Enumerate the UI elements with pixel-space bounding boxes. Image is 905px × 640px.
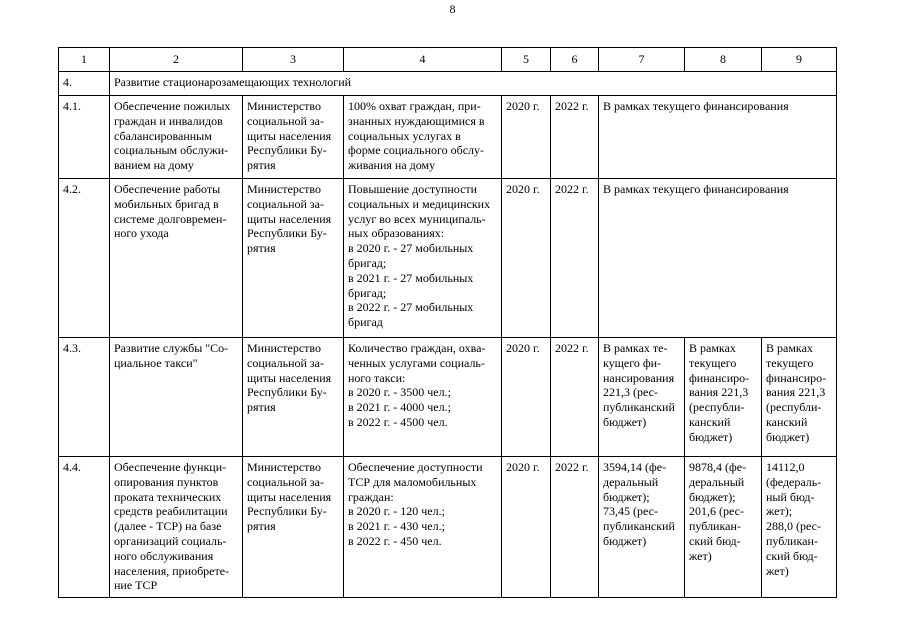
task-cell-line: опирования пунктов: [114, 474, 219, 489]
task-cell-line: ванием на дому: [114, 158, 194, 173]
funding-cell: [599, 457, 685, 598]
funding-cell-line: жет);: [766, 504, 793, 519]
header-cell: 1: [59, 48, 110, 72]
executor-cell-line: рятия: [247, 400, 276, 415]
header-cell: 6: [551, 48, 599, 72]
executor-cell-line: Министерство: [247, 341, 321, 355]
task-cell-line: циальное такси": [114, 355, 198, 370]
funding-cell-line: В рамках: [689, 341, 736, 355]
funding-cell-line: бюджет): [603, 533, 647, 548]
result-cell-line: бригад: [348, 315, 383, 330]
result-cell-line: ТСР для маломобильных: [348, 474, 477, 489]
task-cell-line: ние ТСР: [114, 578, 158, 593]
row-number: 4.4.: [59, 457, 110, 598]
executor-cell-line: рятия: [247, 241, 276, 256]
funding-cell-line: нансирования: [603, 370, 675, 385]
result-cell-line: 100% охват граждан, при-: [348, 99, 481, 113]
task-cell: [110, 179, 243, 338]
result-cell-line: в 2020 г. - 3500 чел.;: [348, 385, 451, 400]
executor-cell-line: Республики Бу-: [247, 143, 327, 158]
funding-cell-line: канский: [689, 414, 731, 429]
row-number: 4.3.: [59, 338, 110, 457]
result-cell-line: в 2021 г. - 4000 чел.;: [348, 400, 451, 415]
executor-cell-line: рятия: [247, 158, 276, 173]
executor-cell-line: Республики Бу-: [247, 385, 327, 400]
result-cell-line: живания на дому: [348, 158, 436, 173]
task-cell-line: Обеспечение функци-: [114, 460, 227, 474]
result-cell-line: ных образованиях:: [348, 226, 445, 241]
result-cell-line: бригад;: [348, 255, 387, 270]
funding-cell-line: жет): [766, 563, 789, 578]
funding-cell-line: 201,6 (рес-: [689, 504, 744, 519]
executor-cell: [243, 457, 344, 598]
funding-cell-line: ный бюд-: [766, 489, 815, 504]
result-cell-line: в 2021 г. - 27 мобильных: [348, 270, 474, 285]
funding-cell-line: публиканский: [603, 519, 675, 534]
table-row: [59, 179, 837, 338]
result-cell: [344, 179, 502, 338]
result-cell-line: Количество граждан, охва-: [348, 341, 486, 355]
result-cell-line: Повышение доступности: [348, 182, 478, 196]
executor-cell-line: социальной за-: [247, 355, 324, 370]
result-cell-line: знанных нуждающимися в: [348, 113, 485, 128]
funding-cell-line: ский бюд-: [766, 548, 818, 563]
section-row: [59, 72, 837, 96]
task-cell-line: социальным обслужи-: [114, 143, 229, 158]
funding-cell-line: публикан-: [766, 533, 818, 548]
executor-cell-line: социальной за-: [247, 196, 324, 211]
header-cell: 2: [110, 48, 243, 72]
header-cell: 4: [344, 48, 502, 72]
section-number: 4.: [59, 72, 110, 96]
result-cell: [344, 457, 502, 598]
result-cell-line: форме социального обслу-: [348, 143, 485, 158]
funding-cell-line: бюджет): [603, 414, 647, 429]
funding-cell: [685, 457, 762, 598]
funding-cell-line: (республи-: [766, 400, 822, 415]
task-cell-line: ного ухода: [114, 226, 169, 241]
executor-cell-line: щиты населения: [247, 211, 332, 226]
result-cell-line: социальных услугах в: [348, 128, 461, 143]
executor-cell-line: социальной за-: [247, 474, 324, 489]
executor-cell: [243, 96, 344, 179]
funding-cell-line: бюджет): [766, 429, 810, 444]
row-number: 4.2.: [59, 179, 110, 338]
start-year-cell: 2020 г.: [502, 457, 551, 598]
task-cell-line: Развитие службы "Со-: [114, 341, 229, 355]
result-cell-line: Обеспечение доступности: [348, 460, 483, 474]
executor-cell-line: щиты населения: [247, 489, 332, 504]
funding-cell-line: текущего: [689, 355, 737, 370]
funding-cell-line: 3594,14 (фе-: [603, 460, 667, 474]
funding-cell-line: В рамках те-: [603, 341, 668, 355]
funding-cell: [685, 338, 762, 457]
funding-cell-line: деральный: [603, 474, 659, 489]
funding-cell-line: вания 221,3: [689, 385, 749, 400]
funding-cell-line: (республи-: [689, 400, 745, 415]
table-row: [59, 96, 837, 179]
end-year-cell: 2022 г.: [551, 338, 599, 457]
executor-cell-line: Республики Бу-: [247, 504, 327, 519]
result-cell-line: ченных услугами социаль-: [348, 355, 485, 370]
executor-cell-line: Министерство: [247, 182, 321, 196]
header-row: [59, 48, 837, 72]
funding-cell-line: деральный: [689, 474, 745, 489]
result-cell-line: услуг во всех муниципаль-: [348, 211, 486, 226]
executor-cell-line: Министерство: [247, 460, 321, 474]
task-cell-line: (далее - ТСР) на базе: [114, 519, 222, 534]
funding-cell-line: текущего: [766, 355, 814, 370]
funding-cell-line: 221,3 (рес-: [603, 385, 658, 400]
page-number: 8: [449, 2, 456, 16]
end-year-cell: 2022 г.: [551, 96, 599, 179]
funding-cell-line: бюджет);: [689, 489, 736, 504]
plan-table: [58, 47, 837, 598]
funding-cell-line: вания 221,3: [766, 385, 826, 400]
funding-cell-line: финансиро-: [766, 370, 827, 385]
funding-cell-line: кущего фи-: [603, 355, 662, 370]
funding-cell-line: (федераль-: [766, 474, 822, 489]
result-cell-line: ного такси:: [348, 370, 406, 385]
executor-cell-line: щиты населения: [247, 128, 332, 143]
row-number: 4.1.: [59, 96, 110, 179]
end-year-cell: 2022 г.: [551, 457, 599, 598]
funding-cell-line: канский: [766, 414, 808, 429]
task-cell-line: населения, приобрете-: [114, 563, 230, 578]
result-cell-line: граждан:: [348, 489, 394, 504]
executor-cell-line: социальной за-: [247, 113, 324, 128]
result-cell-line: в 2022 г. - 450 чел.: [348, 533, 442, 548]
funding-cell: [762, 457, 837, 598]
executor-cell-line: щиты населения: [247, 370, 332, 385]
table-row: [59, 457, 837, 598]
task-cell-line: мобильных бригад в: [114, 196, 219, 211]
result-cell: [344, 338, 502, 457]
task-cell-line: ного обслуживания: [114, 548, 214, 563]
funding-cell-line: 73,45 (рес-: [603, 504, 658, 519]
table-body: [59, 48, 837, 598]
header-cell: 8: [685, 48, 762, 72]
funding-cell-line: ский бюд-: [689, 533, 741, 548]
end-year-cell: 2022 г.: [551, 179, 599, 338]
task-cell-line: организаций социаль-: [114, 533, 227, 548]
header-cell: 5: [502, 48, 551, 72]
executor-cell-line: Министерство: [247, 99, 321, 113]
funding-cell-line: 14112,0: [766, 460, 805, 474]
start-year-cell: 2020 г.: [502, 96, 551, 179]
task-cell: [110, 96, 243, 179]
section-title: Развитие стационарозамещающих технологий: [110, 72, 837, 96]
funding-cell: [599, 338, 685, 457]
result-cell-line: в 2022 г. - 4500 чел.: [348, 414, 448, 429]
task-cell-line: Обеспечение работы: [114, 182, 221, 196]
result-cell: [344, 96, 502, 179]
funding-cell-line: жет): [689, 548, 712, 563]
executor-cell-line: рятия: [247, 519, 276, 534]
table-row: [59, 338, 837, 457]
task-cell-line: системе долговремен-: [114, 211, 227, 226]
result-cell-line: в 2020 г. - 120 чел.;: [348, 504, 445, 519]
result-cell-line: в 2021 г. - 430 чел.;: [348, 519, 445, 534]
result-cell-line: в 2020 г. - 27 мобильных: [348, 241, 474, 256]
header-cell: 9: [762, 48, 837, 72]
header-cell: 3: [243, 48, 344, 72]
funding-cell-line: бюджет);: [603, 489, 650, 504]
funding-cell-line: 288,0 (рес-: [766, 519, 821, 534]
funding-cell: [762, 338, 837, 457]
funding-cell-line: публикан-: [689, 519, 741, 534]
funding-cell-line: 9878,4 (фе-: [689, 460, 747, 474]
executor-cell-line: Республики Бу-: [247, 226, 327, 241]
start-year-cell: 2020 г.: [502, 179, 551, 338]
funding-cell-line: бюджет): [689, 429, 733, 444]
executor-cell: [243, 179, 344, 338]
funding-cell-line: финансиро-: [689, 370, 750, 385]
funding-merged-cell: В рамках текущего финансирования: [599, 96, 837, 179]
task-cell-line: средств реабилитации: [114, 504, 228, 519]
funding-cell-line: В рамках: [766, 341, 813, 355]
result-cell-line: бригад;: [348, 285, 387, 300]
result-cell-line: в 2022 г. - 27 мобильных: [348, 300, 474, 315]
header-cell: 7: [599, 48, 685, 72]
task-cell: [110, 338, 243, 457]
funding-cell-line: публиканский: [603, 400, 675, 415]
funding-merged-cell: В рамках текущего финансирования: [599, 179, 837, 338]
result-cell-line: социальных и медицинских: [348, 196, 491, 211]
task-cell-line: Обеспечение пожилых: [114, 99, 231, 113]
task-cell-line: сбалансированным: [114, 128, 212, 143]
start-year-cell: 2020 г.: [502, 338, 551, 457]
task-cell: [110, 457, 243, 598]
task-cell-line: проката технических: [114, 489, 222, 504]
task-cell-line: граждан и инвалидов: [114, 113, 223, 128]
executor-cell: [243, 338, 344, 457]
